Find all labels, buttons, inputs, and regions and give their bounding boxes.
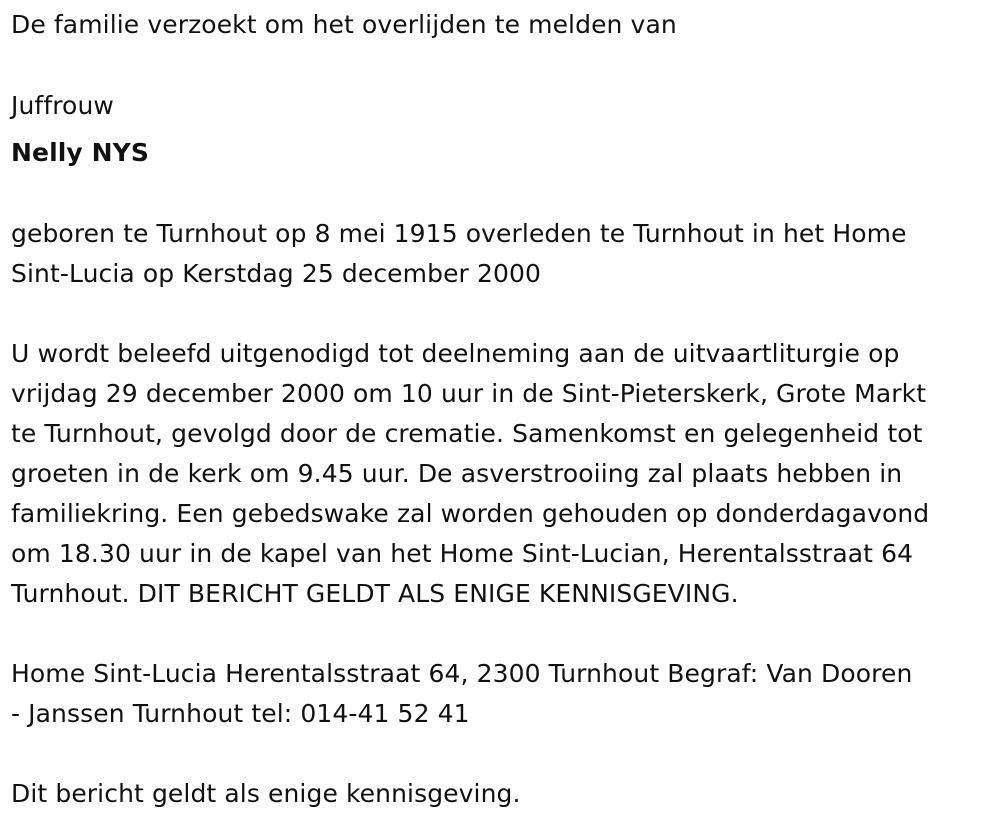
invitation-line-7: Turnhout. DIT BERICHT GELDT ALS ENIGE KENNISGEVING. <box>11 579 739 608</box>
invitation-line-1: U wordt beleefd uitgenodigd tot deelneming aan de uitvaartliturgie op <box>11 339 900 368</box>
invitation-line-4: groeten in de kerk om 9.45 uur. De asverstrooiing zal plaats hebben in <box>11 459 903 488</box>
birth-death-line-1: geboren te Turnhout op 8 mei 1915 overleden te Turnhout in het Home <box>11 219 907 248</box>
invitation-line-5: familiekring. Een gebedswake zal worden gehouden op donderdagavond <box>11 499 930 528</box>
contact-line-1: Home Sint-Lucia Herentalsstraat 64, 2300 Turnhout Begraf: Van Dooren <box>11 659 913 688</box>
invitation-line-6: om 18.30 uur in de kapel van het Home Sint-Lucian, Herentalsstraat 64 <box>11 539 914 568</box>
contact-line-2: - Janssen Turnhout tel: 014-41 52 41 <box>11 699 470 728</box>
intro-text: De familie verzoekt om het overlijden te melden van <box>11 10 677 39</box>
invitation-line-2: vrijdag 29 december 2000 om 10 uur in de Sint-Pieterskerk, Grote Markt <box>11 379 927 408</box>
invitation-line-3: te Turnhout, gevolgd door de crematie. Samenkomst en gelegenheid tot <box>11 419 923 448</box>
closing-text: Dit bericht geldt als enige kennisgeving. <box>11 779 521 808</box>
deceased-name: Nelly NYS <box>11 138 149 167</box>
honorific-title: Juffrouw <box>11 91 114 120</box>
birth-death-line-2: Sint-Lucia op Kerstdag 25 december 2000 <box>11 259 542 288</box>
